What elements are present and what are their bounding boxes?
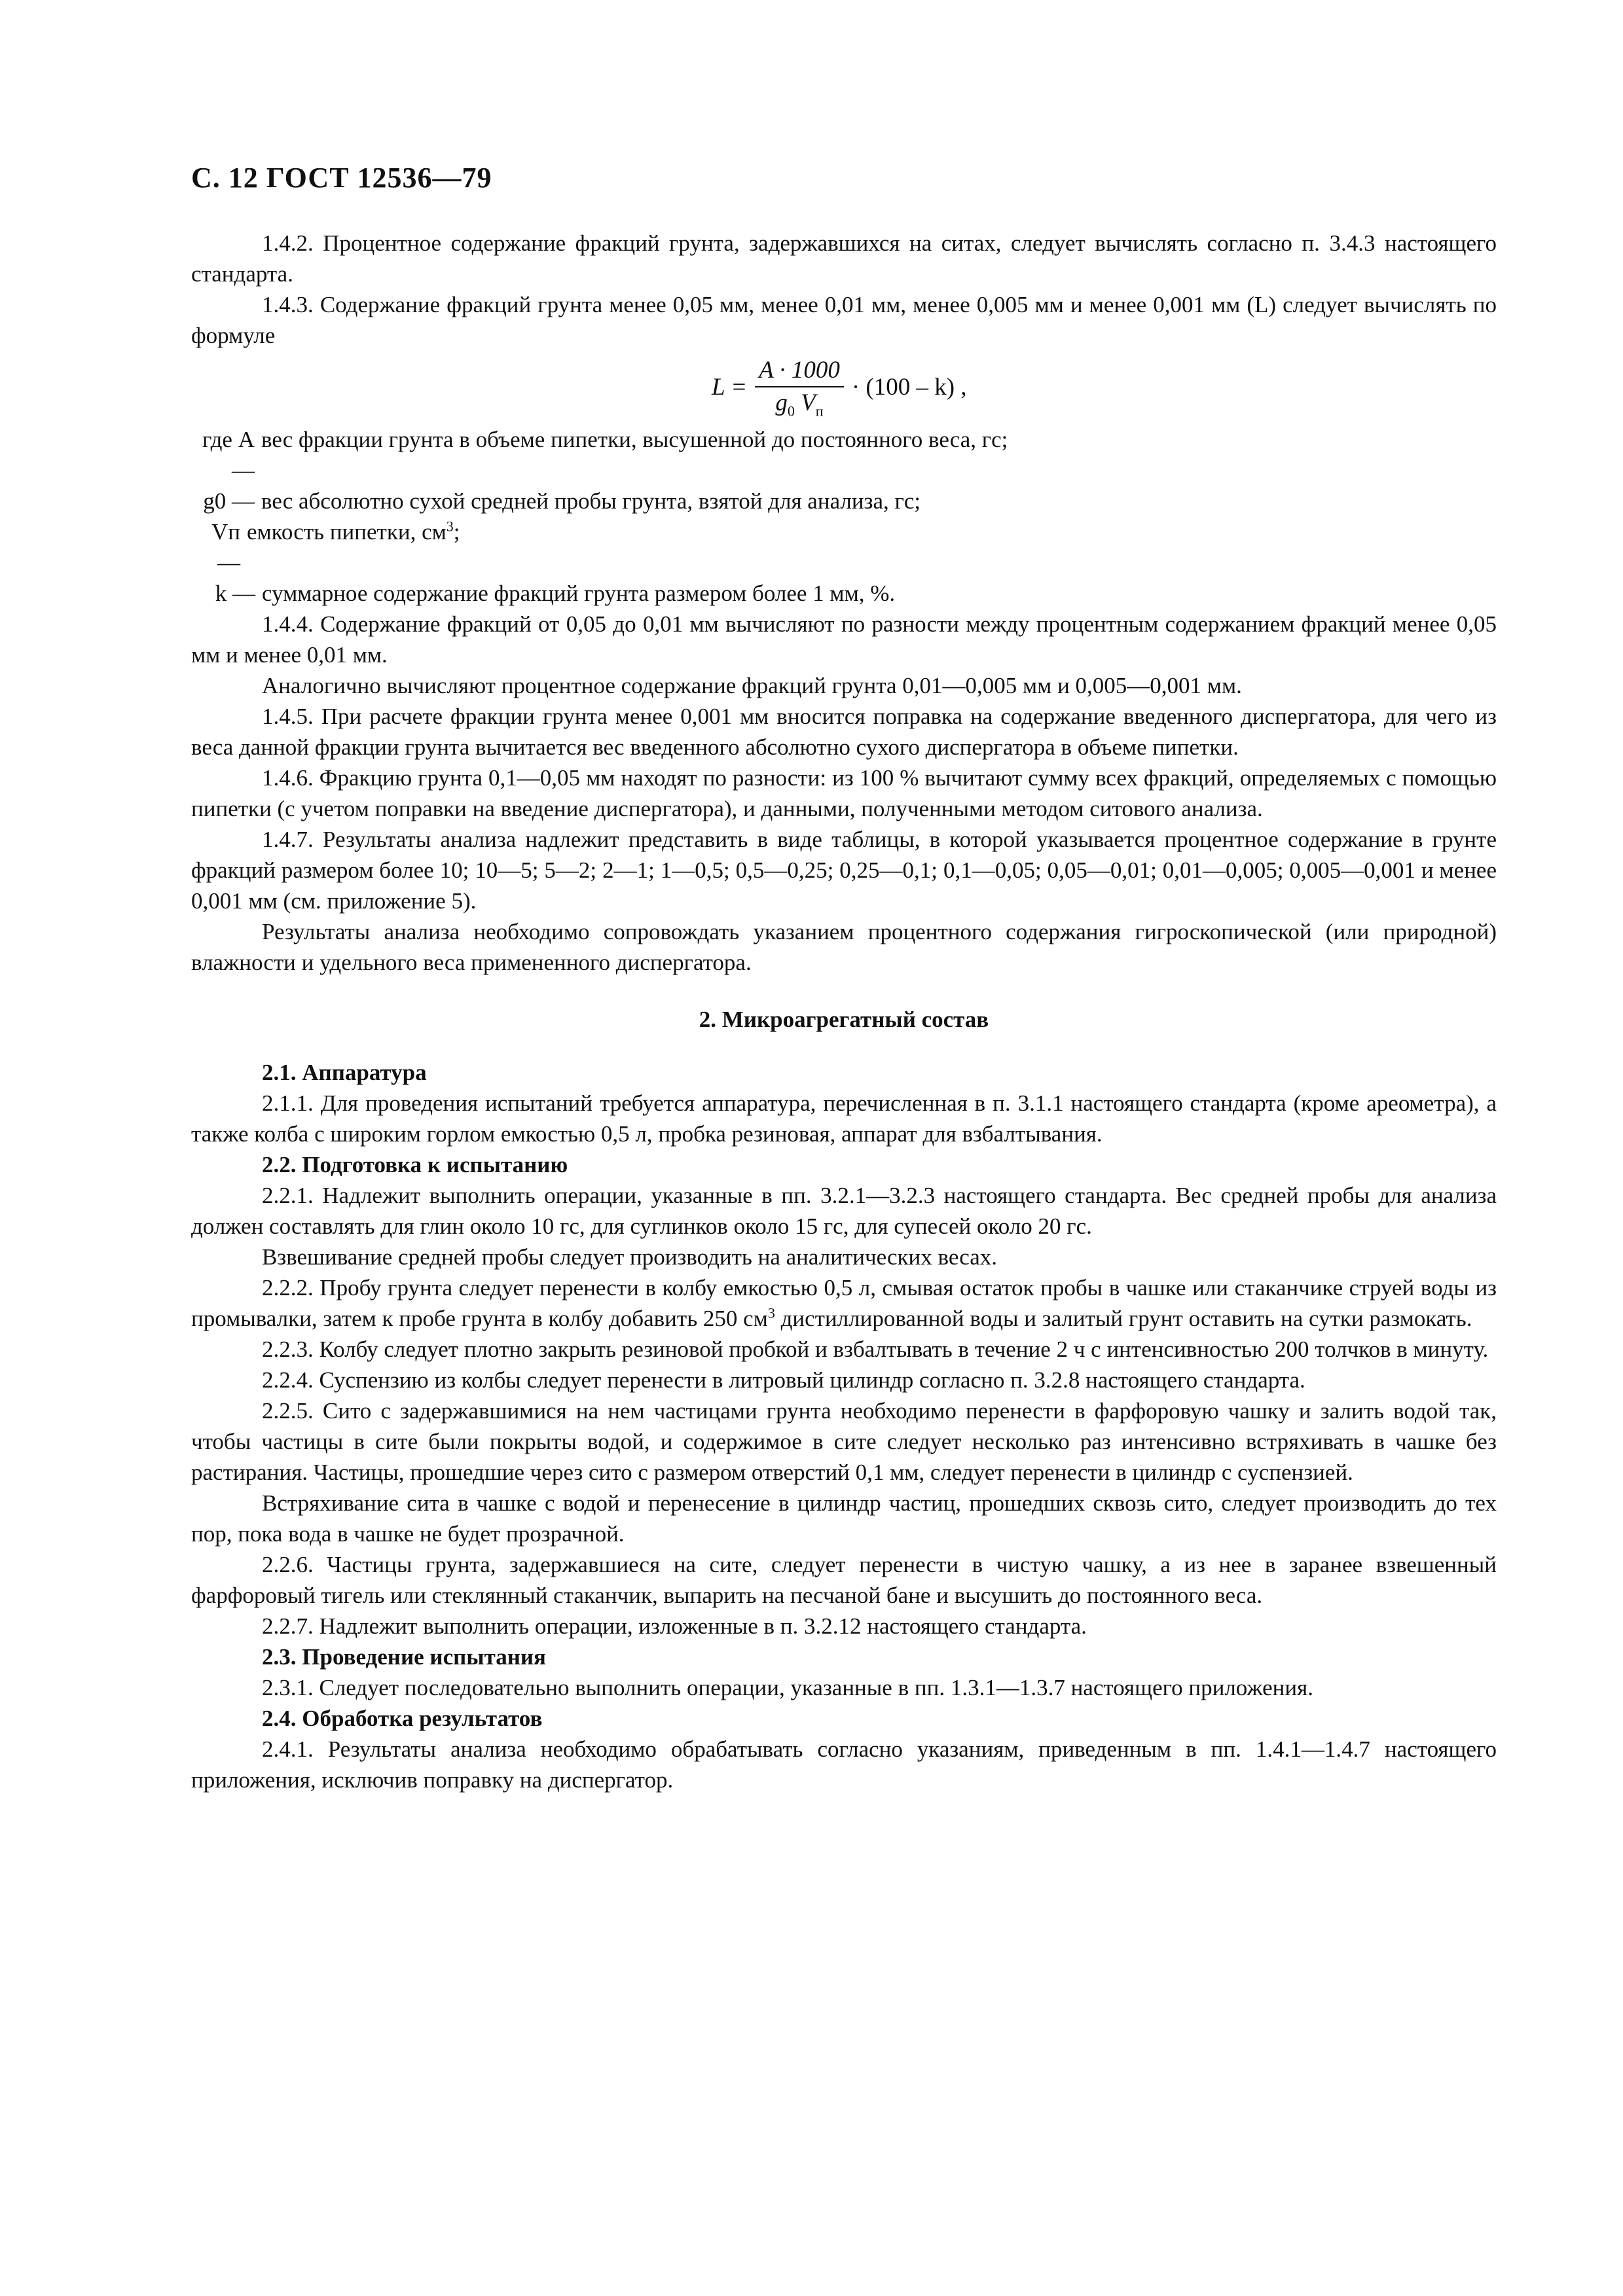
paragraph-2-2-2-part-a: 2.2.2. Пробу грунта следует перенести в колбу емкостью 0,5 л, смывая остаток пробы в чашке или стаканчике струей воды из промывалки, затем к пробе грунта в колбу добавить 250 см [191,1275,1497,1331]
paragraph-2-2-2-part-b: дистиллированной воды и залитый грунт оставить на сутки размокать. [775,1306,1472,1331]
formula-fraction [755,356,844,418]
paragraph-1-4-7-b: Результаты анализа необходимо сопровождать указанием процентного содержания гигроскопической (или природной) влажности и удельного веса примененного диспергатора. [191,919,1497,975]
formula-v-sub: п [815,403,824,420]
definition-text: вес фракции грунта в объеме пипетки, высушенной до постоянного веса, гс; [261,427,1008,452]
formula-numerator: A · 1000 [755,356,844,387]
formula-lhs: L = [712,373,748,401]
subsection-2-1: 2.1. Аппаратура [262,1060,427,1085]
document-body [191,228,1497,1795]
paragraph-2-2-1-b: Взвешивание средней пробы следует производить на аналитических весах. [262,1244,997,1270]
paragraph-2-2-5: 2.2.5. Сито с задержавшимися на нем частицами грунта необходимо перенести в фарфоровую чашку и залить водой так, чтобы частицы в сите были покрыты водой, и содержимое в сите следует несколько раз интенсивно встряхивать в чашке без растирания. Частицы, прошедшие через сито с размером отверстий 0,1 мм, следует перенести в цилиндр с суспензией. [191,1398,1497,1485]
paragraph-1-4-2: 1.4.2. Процентное содержание фракций грунта, задержавшихся на ситах, следует вычислять согласно п. 3.4.3 настоящего стандарта. [191,230,1497,287]
definition-text: суммарное содержание фракций грунта размером более 1 мм, %. [262,581,896,606]
paragraph-1-4-5: 1.4.5. При расчете фракции грунта менее 0,001 мм вносится поправка на содержание введенного диспергатора, для чего из веса данной фракции грунта вычитается вес введенного абсолютно сухого диспергатора в объеме пипетки. [191,704,1497,760]
definition-lead: где A — [202,427,255,483]
paragraph-1-4-4-b: Аналогично вычисляют процентное содержание фракций грунта 0,01—0,005 мм и 0,005—0,001 мм. [262,673,1242,698]
page-header: С. 12 ГОСТ 12536—79 [191,162,492,194]
paragraph-2-2-3: 2.2.3. Колбу следует плотно закрыть резиновой пробкой и взбалтывать в течение 2 ч с интенсивностью 200 толчков в минуту. [262,1336,1489,1362]
definition-text-main: емкость пипетки, см [247,519,447,545]
definition-text [247,516,460,547]
formula-g: g [775,389,788,416]
paragraph-2-2-2-sup: 3 [767,1304,775,1321]
formula-rhs: · (100 – k) , [851,373,967,401]
subsection-2-4: 2.4. Обработка результатов [262,1706,543,1731]
definition-lead: g0 — [203,488,255,514]
definition-after: ; [453,519,460,545]
paragraph-2-2-2 [191,1272,1497,1334]
subsection-2-3: 2.3. Проведение испытания [262,1644,546,1670]
definition-lead: Vп — [211,519,240,575]
subsection-2-2: 2.2. Подготовка к испытанию [262,1152,568,1177]
definition-sup: 3 [446,518,454,535]
paragraph-2-4-1: 2.4.1. Результаты анализа необходимо обрабатывать согласно указаниям, приведенным в пп. 1.4.1—1.4.7 настоящего приложения, исключив поправку на диспергатор. [191,1736,1497,1793]
formula-denominator [771,387,827,418]
definition-text: вес абсолютно сухой средней пробы грунта, взятой для анализа, гс; [261,488,921,514]
paragraph-2-2-1: 2.2.1. Надлежит выполнить операции, указанные в пп. 3.2.1—3.2.3 настоящего стандарта. Вес средней пробы для анализа должен составлять для глин около 10 гс, для суглинков около 15 гс, для супесей около 20 гс. [191,1183,1497,1239]
section-2-title: 2. Микроагрегатный состав [699,1007,989,1032]
definition-Vp [191,516,1497,578]
paragraph-2-2-7: 2.2.7. Надлежит выполнить операции, изложенные в п. 3.2.12 настоящего стандарта. [262,1613,1087,1639]
paragraph-1-4-3: 1.4.3. Содержание фракций грунта менее 0,05 мм, менее 0,01 мм, менее 0,005 мм и менее 0,001 мм (L) следует вычислять по формуле [191,292,1497,348]
formula-g-sub: 0 [787,403,795,420]
definition-A [191,424,1497,486]
paragraph-2-2-6: 2.2.6. Частицы грунта, задержавшиеся на сите, следует перенести в чистую чашку, а из нее в заранее взвешенный фарфоровый тигель или стеклянный стаканчик, выпарить на песчаной бане и высушить до постоянного веса. [191,1552,1497,1608]
paragraph-1-4-7: 1.4.7. Результаты анализа надлежит представить в виде таблицы, в которой указывается процентное содержание в грунте фракций размером более 10; 10—5; 5—2; 2—1; 1—0,5; 0,5—0,25; 0,25—0,1; 0,1—0,05; 0,05—0,01; 0,01—0,005; 0,005—0,001 и менее 0,001 мм (см. приложение 5). [191,827,1497,914]
formula-definitions [191,424,1497,609]
formula-L [191,352,1497,424]
paragraph-1-4-4: 1.4.4. Содержание фракций от 0,05 до 0,01 мм вычисляют по разности между процентным содержанием фракций менее 0,05 мм и менее 0,01 мм. [191,611,1497,668]
paragraph-2-3-1: 2.3.1. Следует последовательно выполнить операции, указанные в пп. 1.3.1—1.3.7 настоящего приложения. [262,1675,1313,1700]
definition-k [191,578,1497,609]
paragraph-2-2-5-b: Встряхивание сита в чашке с водой и перенесение в цилиндр частиц, прошедших сквозь сито, следует производить до тех пор, пока вода в чашке не будет прозрачной. [191,1490,1497,1547]
paragraph-2-2-4: 2.2.4. Суспензию из колбы следует перенести в литровый цилиндр согласно п. 3.2.8 настоящего стандарта. [262,1367,1305,1393]
definition-g0 [191,486,1497,516]
formula-v: V [801,389,816,416]
formula-expression [712,356,967,418]
paragraph-1-4-6: 1.4.6. Фракцию грунта 0,1—0,05 мм находят по разности: из 100 % вычитают сумму всех фракций, определяемых с помощью пипетки (с учетом поправки на введение диспергатора), и данными, полученными методом ситового анализа. [191,765,1497,821]
definition-lead: k — [215,581,255,606]
paragraph-2-1-1: 2.1.1. Для проведения испытаний требуется аппаратура, перечисленная в п. 3.1.1 настоящего стандарта (кроме ареометра), а также колба с широким горлом емкостью 0,5 л, пробка резиновая, аппарат для взбалтывания. [191,1090,1497,1147]
